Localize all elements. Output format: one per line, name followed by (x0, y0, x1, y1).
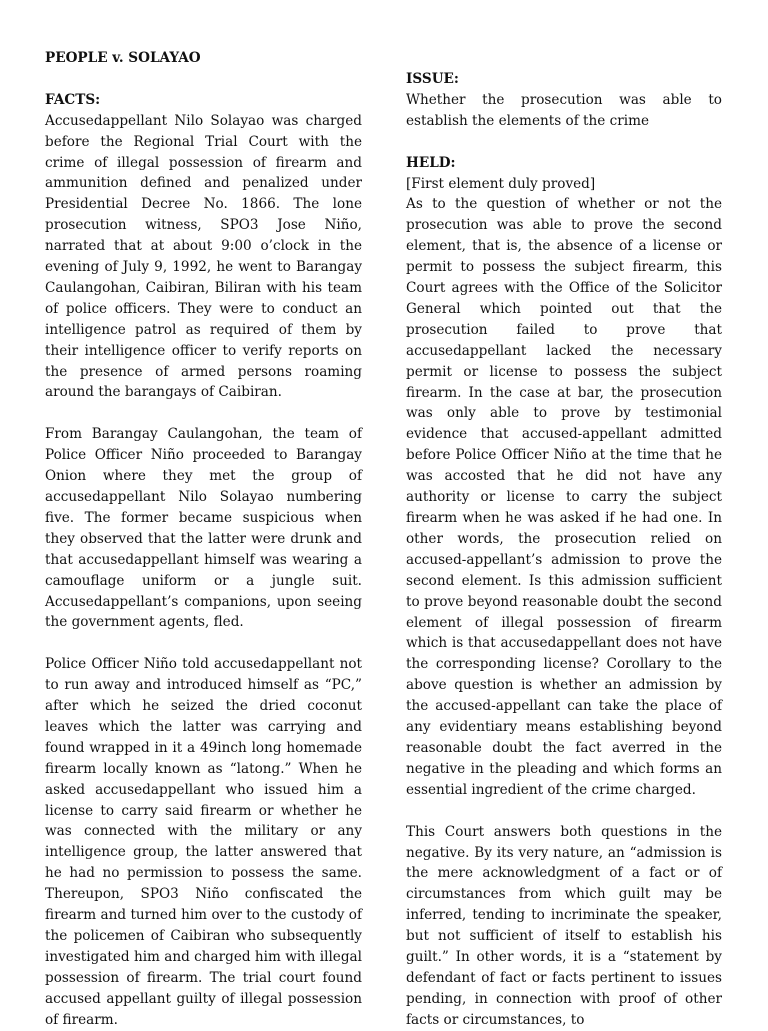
held-paragraph-1: As to the question of whether or not the prosecution was able to prove the second element, that is, the absence of a license or permit to possess the subject firearm, this Court agrees with the Office of the Solicitor General which pointed out that the prosecution failed to prove that accusedappellant lacked the necessary permit or license to possess the subject firearm. In the case at bar, the prosecution was only able to prove by testimonial evidence that accused-appellant admitted before Police Officer Niño at the time that he was accosted that he did not have any authority or license to carry the subject firearm when he was asked if he had one. In other words, the prosecution relied on accused-appellant’s admission to prove the second element. Is this admission sufficient to prove beyond reasonable doubt the second element of illegal possession of firearm which is that accusedappellant does not have the corresponding license? Corollary to the above question is whether an admission by the accused-appellant can take the place of any evidentiary means establishing beyond reasonable doubt the fact averred in the negative in the pleading and which forms an essential ingredient of the crime charged. (406, 196, 722, 798)
facts-paragraph-1: Accusedappellant Nilo Solayao was charged before the Regional Trial Court with the crime of illegal possession of firearm and ammunition defined and penalized under Presidential Decree No. 1866. The lone prosecution witness, SPO3 Jose Niño, narrated that at about 9:00 o’clock in the evening of July 9, 1992, he went to Barangay Caulangohan, Caibiran, Biliran with his team of police officers. They were to conduct an intelligence patrol as required of them by their intelligence officer to verify reports on the presence of armed persons roaming around the barangays of Caibiran. (45, 112, 362, 401)
facts-heading: FACTS: (45, 91, 101, 108)
held-paragraph-2: This Court answers both questions in the negative. By its very nature, an “admission is the mere acknowledgment of a fact or of circumstances from which guilt may be inferred, tending to incriminate the speaker, but not sufficient of itself to establish his guilt.” In other words, it is a “statement by defendant of fact or facts pertinent to issues pending, in connection with proof of other facts or circumstances, to (406, 823, 722, 1028)
facts-paragraph-2: From Barangay Caulangohan, the team of Police Officer Niño proceeded to Barangay Onion where they met the group of accusedappellant Nilo Solayao numbering five. The former became suspicious when they observed that the latter were drunk and that accusedappellant himself was wearing a camouflage uniform or a jungle suit. Accusedappellant’s companions, upon seeing the government agents, fled. (45, 426, 362, 631)
held-subheading: [First element duly proved] (406, 175, 596, 192)
case-title: PEOPLE v. SOLAYAO (45, 50, 201, 66)
facts-paragraph-3: Police Officer Niño told accusedappellant not to run away and introduced himself as “PC,” after which he seized the dried coconut leaves which the latter was carrying and found wrapped in it a 49inch long homemade firearm locally known as “latong.” When he asked accusedappellant who issued him a license to carry said firearm or whether he was connected with the military or any intelligence group, the latter answered that he had no permission to possess the same. Thereupon, SPO3 Niño confiscated the firearm and turned him over to the custody of the policemen of Caibiran who subsequently investigated him and charged him with illegal possession of firearm. The trial court found accused appellant guilty of illegal possession of firearm. (45, 656, 362, 1028)
right-column (406, 69, 722, 1031)
held-heading: HELD: (406, 154, 456, 171)
issue-text: Whether the prosecution was able to establish the elements of the crime (406, 91, 722, 129)
left-column (45, 48, 362, 1031)
issue-heading: ISSUE: (406, 71, 459, 87)
